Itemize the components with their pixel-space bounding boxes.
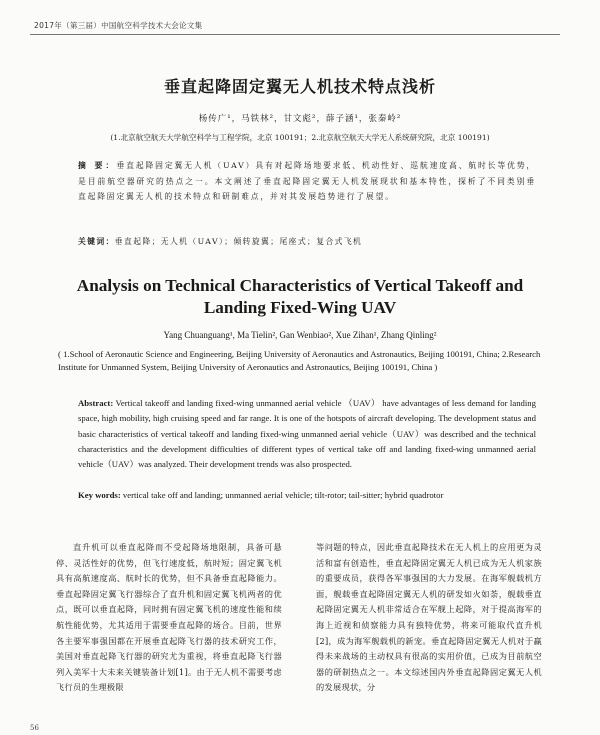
body-right-column: 等问题的特点，因此垂直起降技术在无人机上的应用更为灵活和富有创造性，垂直起降固定翼无人机已成为无人机家族的重要成员，获得各军事强国的大力发展。在海军舰载机方面，舰载垂直起降固定翼无人机的研发如火如荼，舰载垂直起降固定翼无人机非常适合在军舰上起降，对于提高海军的海上近视和侦察能力具有独特优势，将来可能取代直升机[2]，成为海军舰载机的新宠。垂直起降固定翼无人机对于赢得未来战场的主动权具有很高的实用价值，已成为目前航空器的研制热点之一。本文综述国内外垂直起降固定翼无人机的发展现状，分: [316, 542, 542, 693]
chinese-abstract: [78, 158, 536, 205]
english-abstract-text: Vertical takeoff and landing fixed-wing unmanned aerial vehicle （UAV） have advantages of less demand for landing space, high mobility, high cruising speed and far range. It is one of the hotspots of aircraft developing. The development status and basic characteristics of vertical takeoff and landing fixed-wing unmanned aerial vehicle（UAV）was described and the technical characteristics and the development difficulties of different types of vertical take off and landing fixed-wing unmanned aerial vehicle（UAV）was analyzed. Their development trends was also prospected.: [78, 398, 536, 470]
chinese-abstract-label: 摘 要：: [78, 161, 117, 170]
chinese-authors: 杨传广¹，马铁林²，甘文彪²，薛子涵¹，张秦岭²: [198, 114, 402, 124]
chinese-title: 垂直起降固定翼无人机技术特点浅析: [163, 77, 436, 96]
chinese-affiliation: (1.北京航空航天大学航空科学与工程学院，北京 100191；2.北京航空航天大学无人系统研究院，北京 100191): [110, 133, 490, 142]
english-title-line-1: Analysis on Technical Characteristics of Vertical Takeoff and: [76, 276, 524, 295]
english-authors: Yang Chuanguang¹, Ma Tielin², Gan Wenbiao², Xue Zihan¹, Zhang Qinling²: [163, 330, 437, 340]
english-keywords: [78, 490, 550, 500]
chinese-keywords: [78, 236, 536, 247]
english-affiliation: ( 1.School of Aeronautic Science and Engineering, Beijing University of Aeronautics and Astronautics, Beijing 100191, China; 2.Research Institute for Unmanned System, Beijing University of Aeronautics and Astronautics, Beijing 100191, China ): [58, 349, 541, 372]
english-abstract-label: Abstract:: [78, 398, 114, 408]
english-title: [0, 275, 600, 319]
running-head: 2017年（第三届）中国航空科学技术大会论文集: [34, 21, 203, 30]
english-keywords-text: vertical take off and landing; unmanned aerial vehicle; tilt-rotor; tail-sitter; hybrid quadrotor: [120, 490, 444, 500]
body-left-column: 直升机可以垂直起降而不受起降场地限制，具备可悬停、灵活性好的优势，但飞行速度低，航时短；固定翼飞机具有高航速度高、航时长的优势，但不具备垂直起降能力。垂直起降固定翼飞行器综合了直升机和固定翼飞机两者的优点，既可以垂直起降，同时拥有固定翼飞机的速度性能和续航性能优势，尤其适用于需要垂直起降的场合。目前，世界各主要军事强国都在开展垂直起降飞行器的技术研究工作，美国对垂直起降飞行器的研究尤为重视，将垂直起降飞行器列入美军十大未来关键装备计划[1]。由于无人机不需要考虑飞行员的生理极限: [56, 542, 282, 693]
header-rule: [30, 34, 560, 35]
english-keywords-label: Key words:: [78, 490, 121, 500]
english-title-line-2: Landing Fixed-Wing UAV: [203, 298, 397, 317]
chinese-keywords-label: 关键词：: [78, 237, 115, 246]
chinese-abstract-text: 垂直起降固定翼无人机（UAV）具有对起降场地要求低、机动性好、巡航速度高、航时长等优势，是目前航空器研究的热点之一。本文阐述了垂直起降固定翼无人机发展现状和基本特性，探析了不同类别垂直起降固定翼无人机的技术特点和研制难点，并对其发展趋势进行了展望。: [78, 161, 536, 201]
chinese-keywords-text: 垂直起降；无人机（UAV）；倾转旋翼；尾座式；复合式飞机: [114, 237, 363, 246]
english-abstract: [78, 396, 536, 472]
page-number: 56: [30, 724, 39, 732]
